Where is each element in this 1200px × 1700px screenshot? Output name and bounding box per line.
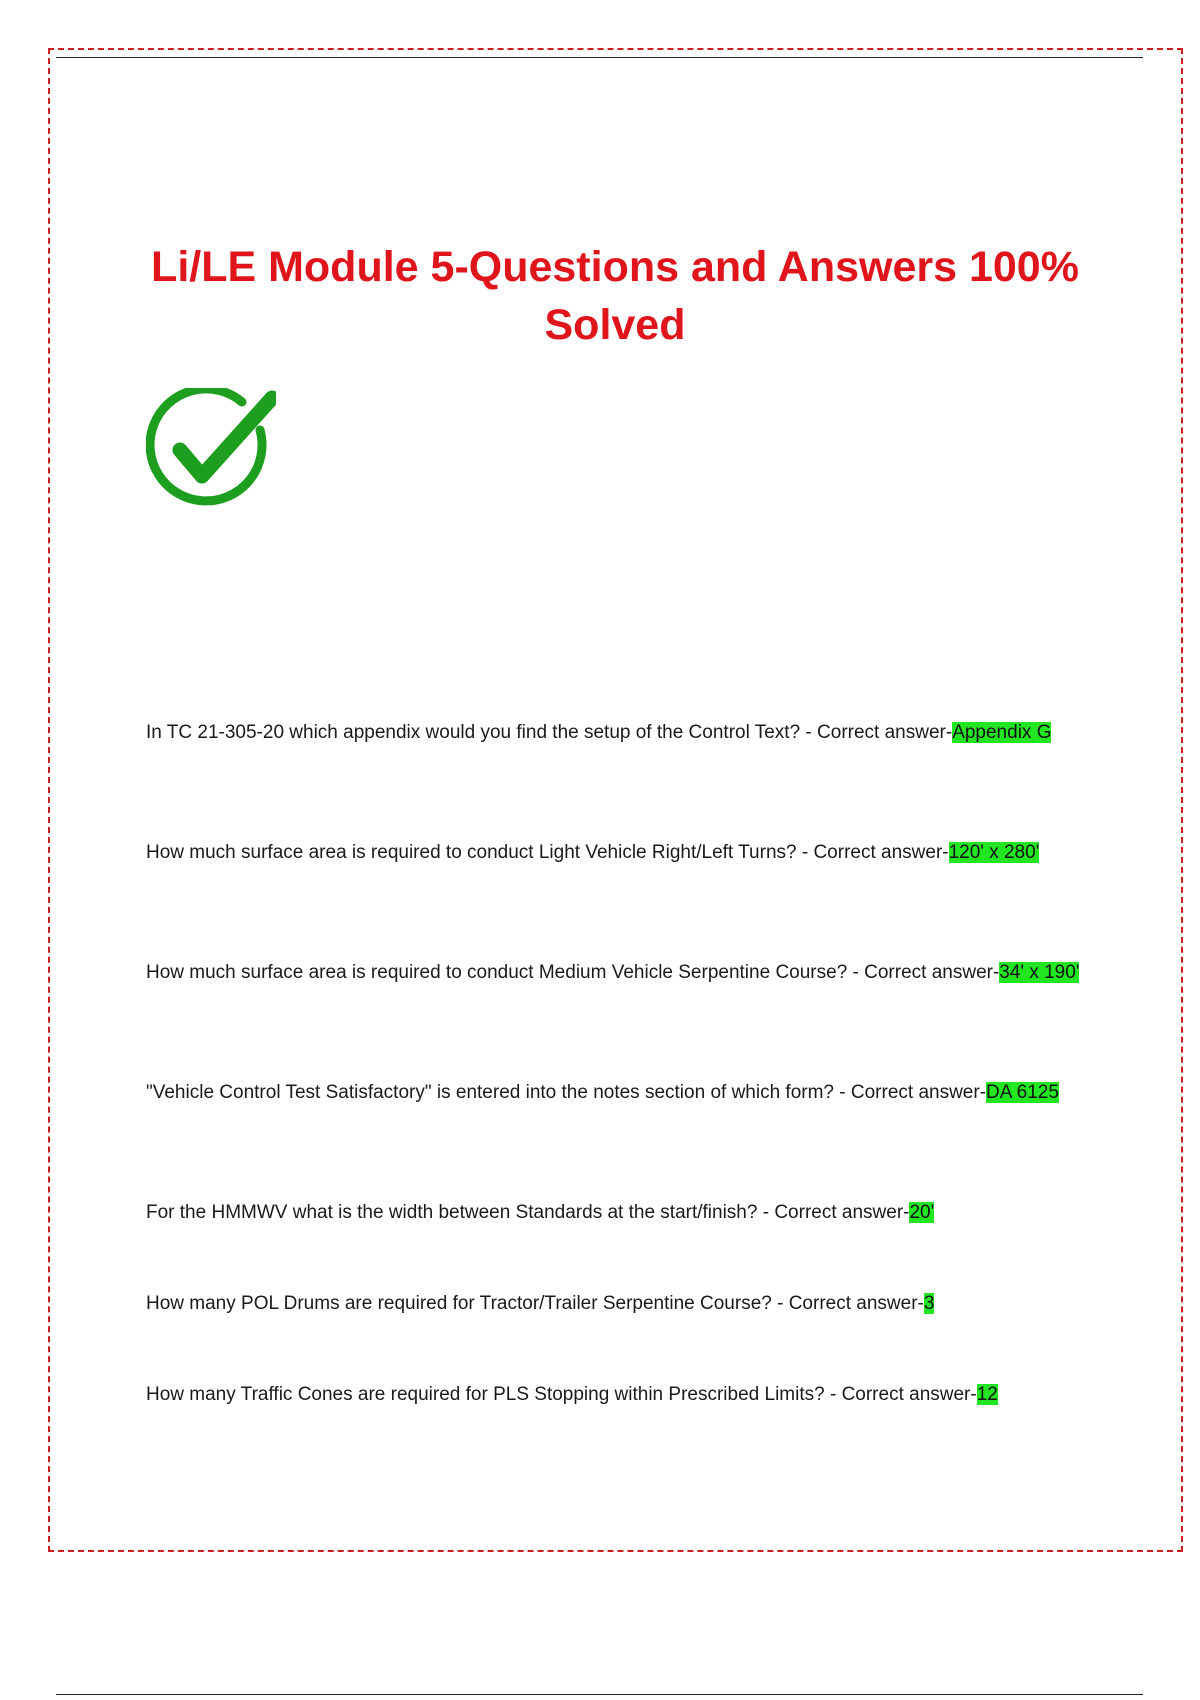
answer-highlight: Appendix G [952, 722, 1052, 743]
question-text: How much surface area is required to conduct Medium Vehicle Serpentine Course? - Correct answer- [146, 962, 1000, 983]
answer-highlight: 20' [909, 1202, 935, 1223]
top-rule [56, 57, 1143, 58]
question-text: How many POL Drums are required for Tractor/Trailer Serpentine Course? - Correct answer- [146, 1293, 924, 1314]
question-text: "Vehicle Control Test Satisfactory" is entered into the notes section of which form? - Correct answer- [146, 1082, 987, 1103]
qa-item [146, 1078, 1096, 1107]
qa-item [146, 1289, 1096, 1318]
answer-highlight: 12 [976, 1384, 998, 1405]
qa-item [146, 838, 1096, 867]
bottom-rule [56, 1694, 1143, 1695]
green-checkmark-icon [146, 388, 276, 513]
answer-highlight: 34' x 190' [999, 962, 1080, 983]
document-title: Li/LE Module 5-Questions and Answers 100% Solved [151, 243, 1079, 349]
qa-item [146, 718, 1096, 747]
question-text: How much surface area is required to conduct Light Vehicle Right/Left Turns? - Correct answer- [146, 842, 949, 863]
qa-item [146, 1380, 1096, 1409]
answer-highlight: DA 6125 [986, 1082, 1059, 1103]
question-text: In TC 21-305-20 which appendix would you find the setup of the Control Text? - Correct answer- [146, 722, 953, 743]
answer-highlight: 120' x 280' [948, 842, 1040, 863]
question-text: For the HMMWV what is the width between Standards at the start/finish? - Correct answer- [146, 1202, 910, 1223]
answer-highlight: 3 [923, 1293, 935, 1314]
qa-item [146, 958, 1096, 987]
question-text: How many Traffic Cones are required for PLS Stopping within Prescribed Limits? - Correct answer- [146, 1384, 977, 1405]
qa-item [146, 1198, 1096, 1227]
